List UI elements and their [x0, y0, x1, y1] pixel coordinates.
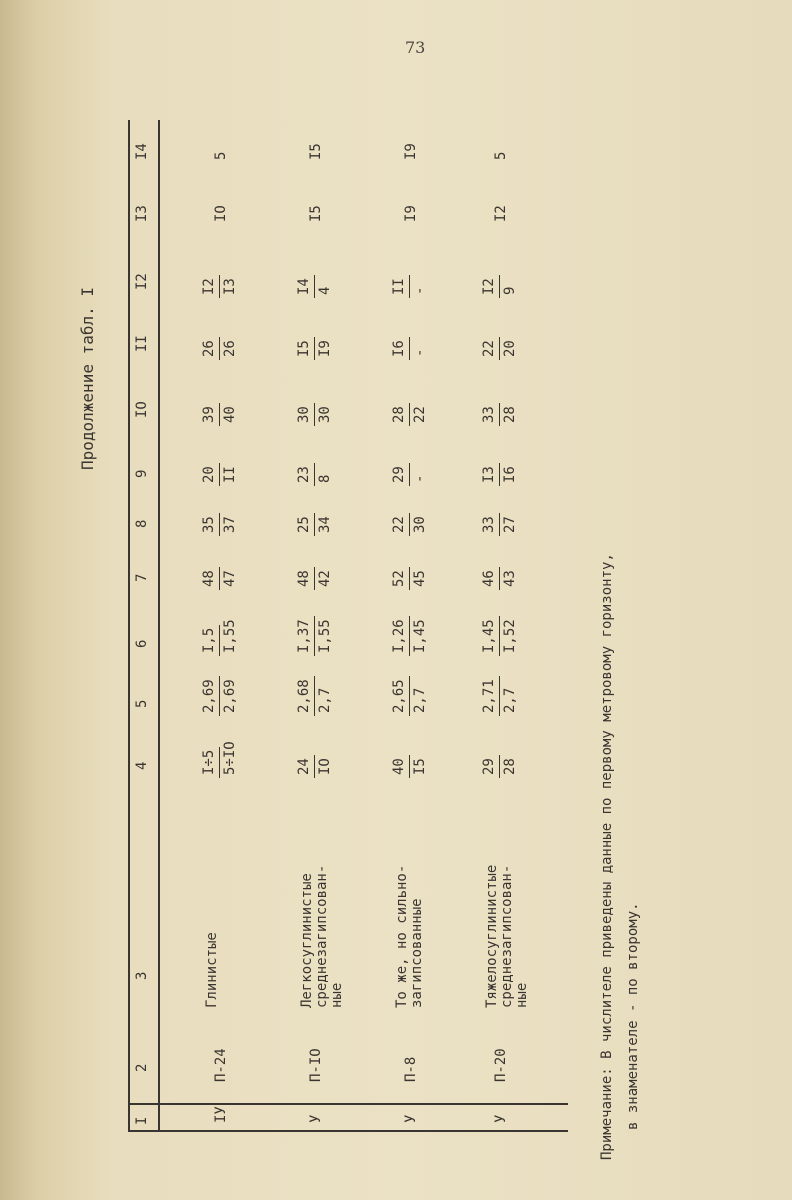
row-3-col-5-fraction: [389, 676, 430, 716]
numerator: 2,71: [479, 676, 500, 716]
column-number-9: 9: [134, 469, 150, 478]
column-number-3: 3: [134, 971, 150, 980]
numerator: 23: [294, 463, 315, 486]
numerator: I6: [389, 337, 410, 360]
numerator: 26: [199, 337, 220, 360]
row-4-col-9-fraction: [479, 463, 520, 486]
numerator: 29: [479, 755, 500, 778]
denominator: I,55: [222, 619, 238, 653]
row-2-col-5-fraction: [294, 676, 335, 716]
row-1-col-9-fraction: [199, 463, 240, 486]
row-2-col-6-fraction: [294, 616, 335, 656]
row-2-col-4-fraction: [294, 755, 335, 778]
numerator: 28: [389, 403, 410, 426]
row-3-col-9-fraction: [389, 463, 430, 486]
column-number-1: I: [134, 1116, 150, 1125]
row-3-col-4-fraction: [389, 755, 430, 778]
numerator: I2: [479, 275, 500, 298]
row-4-col-1: У: [493, 1114, 509, 1123]
column-number-4: 4: [134, 761, 150, 770]
row-1-col-8-fraction: [199, 513, 240, 536]
soil-description-line: среднезагипсован-: [314, 864, 330, 1008]
numerator: I,45: [479, 616, 500, 656]
denominator: II: [222, 466, 238, 483]
denominator: I3: [222, 278, 238, 295]
numerator: 2,68: [294, 676, 315, 716]
denominator: 28: [502, 406, 518, 423]
col1-rule: [128, 1103, 568, 1105]
denominator: -: [412, 348, 428, 357]
numerator: II: [389, 275, 410, 298]
numerator: I4: [294, 275, 315, 298]
row-3-col-11-fraction: [389, 337, 430, 360]
denominator: IO: [317, 758, 333, 775]
row-3-col-14: I9: [403, 143, 419, 160]
numerator: 25: [294, 513, 315, 536]
denominator: I,55: [317, 619, 333, 653]
denominator: I5: [412, 758, 428, 775]
row-4-col-6-fraction: [479, 616, 520, 656]
column-number-11: II: [134, 335, 150, 352]
denominator: 9: [502, 286, 518, 295]
denominator: 4: [317, 286, 333, 295]
column-number-6: 6: [134, 639, 150, 648]
denominator: 8: [317, 474, 333, 483]
numerator: 48: [294, 567, 315, 590]
row-4-col-14: 5: [493, 151, 509, 160]
numerator: 20: [199, 463, 220, 486]
numerator: 22: [389, 513, 410, 536]
header-rule: [158, 120, 160, 1132]
denominator: -: [412, 474, 428, 483]
numerator: 46: [479, 567, 500, 590]
denominator: 45: [412, 570, 428, 587]
numerator: 33: [479, 403, 500, 426]
numerator: 52: [389, 567, 410, 590]
numerator: I÷5: [199, 747, 220, 778]
numerator: I,26: [389, 616, 410, 656]
denominator: 40: [222, 406, 238, 423]
row-1-col-1: IУ: [213, 1106, 229, 1123]
row-3-col-7-fraction: [389, 567, 430, 590]
row-1-col-11-fraction: [199, 337, 240, 360]
soil-description-line: ные: [329, 982, 345, 1008]
row-2-col-13: I5: [308, 205, 324, 222]
table-top-rule: [128, 120, 130, 1132]
row-3-col-13: I9: [403, 205, 419, 222]
row-3-col-6-fraction: [389, 616, 430, 656]
soil-description-line: Легкосуглинистые: [299, 873, 315, 1008]
row-4-col-5-fraction: [479, 676, 520, 716]
numerator: 2,69: [199, 676, 220, 716]
soil-description-line: Глинистые: [204, 932, 220, 1008]
denominator: 27: [502, 516, 518, 533]
numerator: 39: [199, 403, 220, 426]
denominator: I,45: [412, 619, 428, 653]
row-3-soil-description: [395, 865, 425, 1008]
numerator: 33: [479, 513, 500, 536]
soil-description-line: Тяжелосуглинистые: [484, 864, 500, 1008]
row-3-col-1: У: [403, 1114, 419, 1123]
column-number-7: 7: [134, 573, 150, 582]
row-1-col-10-fraction: [199, 403, 240, 426]
soil-description-line: То же, но сильно-: [394, 864, 410, 1008]
column-number-5: 5: [134, 699, 150, 708]
denominator: 5÷IO: [222, 741, 238, 775]
denominator: 20: [502, 340, 518, 357]
denominator: 22: [412, 406, 428, 423]
soil-description-line: среднезагипсован-: [499, 864, 515, 1008]
table-left-rule: [128, 1130, 568, 1132]
row-4-col-10-fraction: [479, 403, 520, 426]
numerator: 24: [294, 755, 315, 778]
row-4-col-7-fraction: [479, 567, 520, 590]
denominator: 30: [317, 406, 333, 423]
column-number-10: IO: [134, 401, 150, 418]
soil-description-line: загипсованные: [409, 898, 425, 1008]
numerator: I5: [294, 337, 315, 360]
row-1-col-13: IO: [213, 205, 229, 222]
denominator: 2,7: [412, 687, 428, 713]
row-2-col-7-fraction: [294, 567, 335, 590]
numerator: 22: [479, 337, 500, 360]
row-3-col-2: П-8: [403, 1056, 419, 1082]
row-4-col-11-fraction: [479, 337, 520, 360]
denominator: 47: [222, 570, 238, 587]
numerator: 29: [389, 463, 410, 486]
column-number-2: 2: [134, 1063, 150, 1072]
denominator: 30: [412, 516, 428, 533]
denominator: 34: [317, 516, 333, 533]
row-4-col-12-fraction: [479, 275, 520, 298]
denominator: I,52: [502, 619, 518, 653]
denominator: 2,69: [222, 679, 238, 713]
row-3-col-12-fraction: [389, 275, 430, 298]
row-2-col-9-fraction: [294, 463, 335, 486]
note-line-2: в знаменателе - по второму.: [625, 902, 641, 1130]
denominator: 26: [222, 340, 238, 357]
row-2-col-2: П-IO: [308, 1048, 324, 1082]
column-number-13: I3: [134, 205, 150, 222]
denominator: 2,7: [502, 687, 518, 713]
denominator: -: [412, 286, 428, 295]
row-2-col-8-fraction: [294, 513, 335, 536]
row-4-col-13: I2: [493, 205, 509, 222]
row-2-col-14: I5: [308, 143, 324, 160]
row-1-soil-description: [205, 932, 220, 1008]
row-1-col-14: 5: [213, 151, 229, 160]
row-4-col-4-fraction: [479, 755, 520, 778]
row-1-col-7-fraction: [199, 567, 240, 590]
row-2-col-12-fraction: [294, 275, 335, 298]
table-note: [594, 553, 646, 1160]
numerator: I2: [199, 275, 220, 298]
row-1-col-12-fraction: [199, 275, 240, 298]
numerator: 35: [199, 513, 220, 536]
row-2-col-1: У: [308, 1114, 324, 1123]
denominator: I9: [317, 340, 333, 357]
numerator: I,37: [294, 616, 315, 656]
note-line-1: Примечание: В числителе приведены данные по первому метровому горизонту,: [599, 553, 615, 1160]
numerator: I3: [479, 463, 500, 486]
row-1-col-4-fraction: [199, 738, 240, 778]
denominator: 37: [222, 516, 238, 533]
row-3-col-8-fraction: [389, 513, 430, 536]
column-number-14: I4: [134, 143, 150, 160]
row-2-soil-description: [300, 865, 345, 1008]
numerator: 30: [294, 403, 315, 426]
numerator: I,5: [199, 625, 220, 656]
table-title: Продолжение табл. I: [78, 286, 97, 470]
column-number-12: I2: [134, 273, 150, 290]
row-2-col-10-fraction: [294, 403, 335, 426]
denominator: 42: [317, 570, 333, 587]
row-4-soil-description: [485, 865, 530, 1008]
row-1-col-2: П-24: [213, 1048, 229, 1082]
denominator: 28: [502, 758, 518, 775]
row-1-col-5-fraction: [199, 676, 240, 716]
row-2-col-11-fraction: [294, 337, 335, 360]
numerator: 48: [199, 567, 220, 590]
denominator: I6: [502, 466, 518, 483]
row-4-col-2: П-20: [493, 1048, 509, 1082]
row-3-col-10-fraction: [389, 403, 430, 426]
column-number-8: 8: [134, 519, 150, 528]
denominator: 2,7: [317, 687, 333, 713]
row-1-col-6-fraction: [199, 616, 240, 656]
soil-description-line: ные: [514, 982, 530, 1008]
denominator: 43: [502, 570, 518, 587]
numerator: 2,65: [389, 676, 410, 716]
page-number: 73: [405, 38, 426, 57]
row-4-col-8-fraction: [479, 513, 520, 536]
numerator: 40: [389, 755, 410, 778]
